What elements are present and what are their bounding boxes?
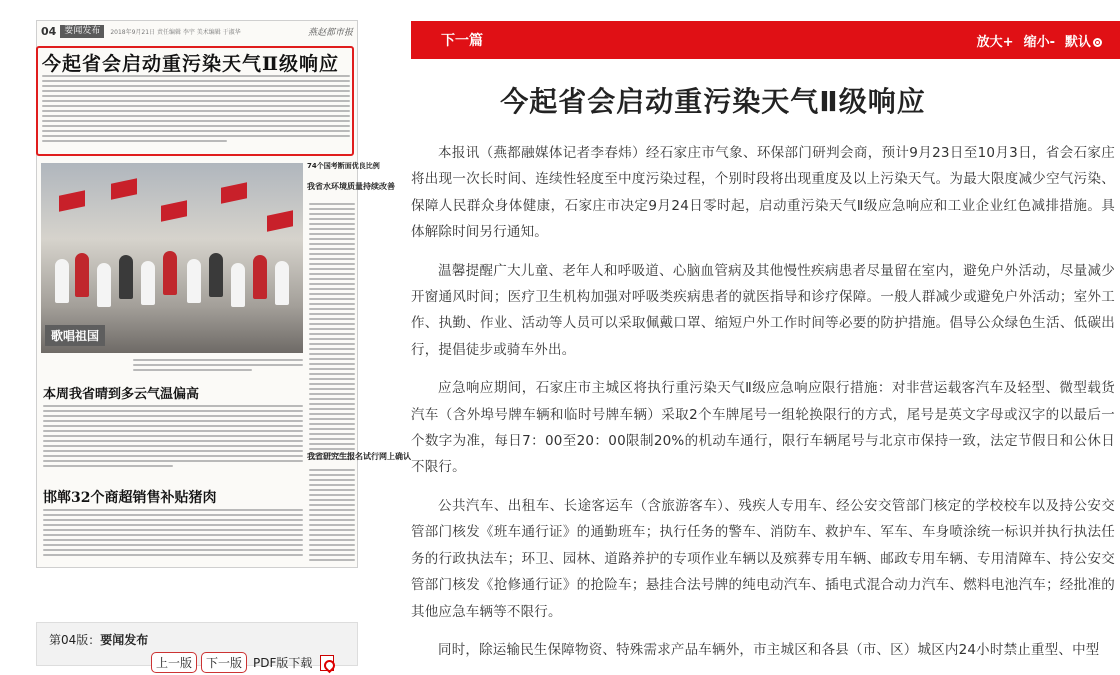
headline-pork-subsidy[interactable]: 邯郸32个商超销售补贴猪肉 <box>43 490 217 506</box>
side-head-3: 我省研究生报名试行网上确认 <box>307 452 411 461</box>
default-size-button[interactable] <box>1065 31 1102 50</box>
side-column-text-1 <box>309 203 355 463</box>
article-paragraph: 应急响应期间，石家庄市主城区将执行重污染天气Ⅱ级应急响应限行措施：对非营运载客汽车及轻型、微型载货汽车（含外埠号牌车辆和临时号牌车辆）采取2个车牌尾号一组轮换限行的方式，尾号是英文字母或汉字的以最后一个数字为准，每日7：00至20：00限制20%的机动车通行，限行车辆尾号与北京市保持一致，法定节假日和公休日不限行。 <box>411 380 1115 476</box>
article-paragraph: 本报讯（燕都融媒体记者李春炜）经石家庄市气象、环保部门研判会商，预计9月23日至10月3日，省会石家庄将出现一次长时间、连续性轻度至中度污染过程，个别时段将出现重度及以上污染天气。为最大限度减少空气污染、保障人民群众身体健康，石家庄市决定9月24日零时起，启动重污染天气Ⅱ级应急响应和工业企业红色减排措施。具体解除时间另行通知。 <box>411 145 1115 241</box>
newspaper-date-line: 2018年9月21日 责任编辑 李宇 美术编辑 于淑华 <box>110 28 241 36</box>
zoom-out-button[interactable]: 缩小- <box>1023 34 1055 50</box>
article-paragraph: 公共汽车、出租车、长途客运车（含旅游客车）、残疾人专用车、经公安交管部门核定的学校校车以及持公安交管部门核发《班车通行证》的通勤班车；执行任务的警车、消防车、救护车、军车、车身喷涂统一标识并执行执法任务的行政执法车；环卫、园林、道路养护的专项作业车辆以及殡葬专用车辆、邮政专用车辆、专用清障车、持公安交管部门核发《抢修通行证》的抢险车；悬挂合法号牌的纯电动汽车、插电式混合动力汽车、燃料电池汽车；经批准的其他应急车辆等不限行。 <box>411 497 1115 620</box>
next-page-button[interactable]: 下一版 <box>201 652 247 673</box>
pdf-download-link[interactable]: PDF版下载 <box>253 656 313 670</box>
prev-page-button[interactable]: 上一版 <box>151 652 197 673</box>
lead-article-title: 今起省会启动重污染天气Ⅱ级响应 <box>42 53 340 75</box>
article-paragraph: 同时，除运输民生保障物资、特殊需求产品车辆外，市主城区和各县（市、区）城区内24小时禁止重型、中型 <box>438 641 1100 658</box>
article-body <box>411 140 1115 675</box>
pager-buttons <box>49 652 345 673</box>
pager-current-page <box>49 631 345 648</box>
newspaper-brand: 燕赵都市报 <box>307 27 353 38</box>
article-title: 今起省会启动重污染天气Ⅱ级响应 <box>500 85 926 118</box>
article-toolbar <box>411 21 1120 59</box>
photo-caption <box>133 359 303 374</box>
default-size-label: 默认 <box>1064 34 1091 50</box>
newspaper-section-tag: 要闻发布 <box>60 25 104 38</box>
newspaper-panel <box>36 20 411 568</box>
photo-label: 歌唱祖国 <box>45 325 105 346</box>
article-paragraph: 温馨提醒广大儿童、老年人和呼吸道、心脑血管病及其他慢性疾病患者尽量留在室内，避免户外活动，尽量减少开窗通风时间；医疗卫生机构加强对呼吸类疾病患者的就医指导和诊疗保障。一般人群减少或避免户外活动；室外工作、执勤、作业、活动等人员可以采取佩戴口罩、缩短户外工作时间等必要的防护措施。倡导公众绿色生活、低碳出行，提倡徒步或骑车外出。 <box>411 262 1115 358</box>
pager-label: 第04版： <box>49 633 101 647</box>
zoom-in-button[interactable]: 放大+ <box>976 34 1014 50</box>
newspaper-masthead <box>41 23 353 39</box>
side-head-2: 我省水环境质量持续改善 <box>307 182 395 191</box>
newspaper-page-image[interactable] <box>36 20 411 568</box>
newspaper-photo[interactable] <box>41 163 303 353</box>
lead-article-text <box>42 75 350 145</box>
side-column-text-2 <box>309 469 355 564</box>
radio-dot-icon <box>1093 38 1102 47</box>
headline-weather[interactable]: 本周我省晴到多云气温偏高 <box>43 387 200 402</box>
side-head-1: 74个国考断面优良比例 <box>307 162 380 170</box>
next-article-link[interactable]: 下一篇 <box>441 33 483 49</box>
font-size-controls <box>977 31 1102 50</box>
pager-section-name: 要闻发布 <box>100 633 149 647</box>
headline-pork-text <box>43 509 303 559</box>
headline-weather-text <box>43 405 303 470</box>
pdf-icon[interactable] <box>320 655 334 671</box>
newspaper-page-number: 04 <box>41 24 57 38</box>
page-navigator <box>36 622 358 670</box>
